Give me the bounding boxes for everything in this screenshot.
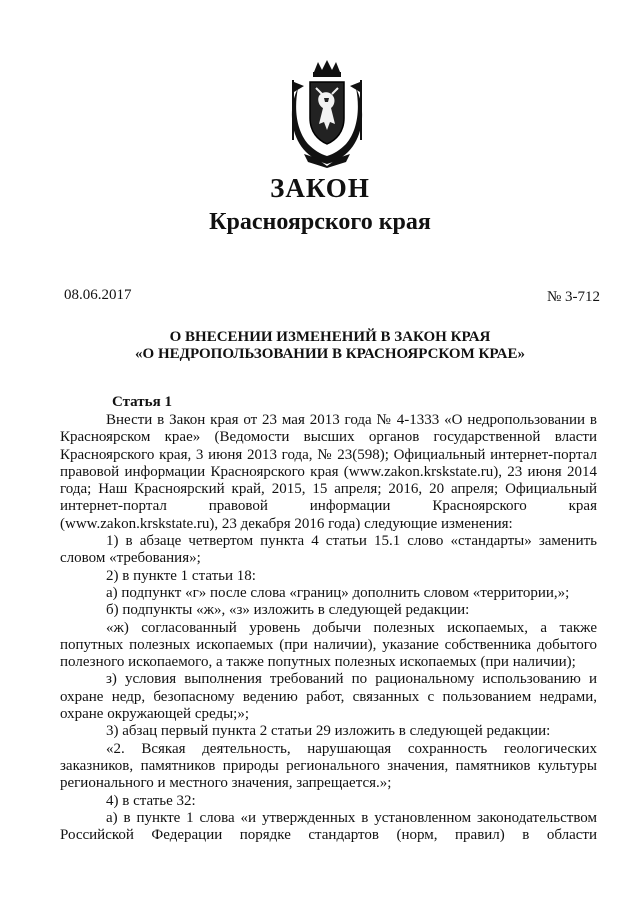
paragraph: «ж) согласованный уровень добычи полезных ископаемых, а также попутных полезных ископаемых (при наличии), указание собственника добытого полезного ископаемого, а также попутных полезных ископаемых (при наличии); (60, 619, 597, 671)
article-body (60, 412, 597, 844)
law-heading-line-2: «О НЕДРОПОЛЬЗОВАНИИ В КРАСНОЯРСКОМ КРАЕ» (135, 346, 525, 362)
paragraph: а) подпункт «г» после слова «границ» дополнить словом «территории,»; (106, 584, 570, 601)
paragraph: 4) в статье 32: (106, 792, 196, 809)
paragraph: 2) в пункте 1 статьи 18: (106, 567, 256, 584)
document-title: ЗАКОН (270, 173, 370, 203)
article-title: Статья 1 (112, 394, 172, 410)
paragraph: з) условия выполнения требований по рациональному использованию и охране недр, безопасному ведению работ, связанных с пользованием недрами, охране окружающей среды;»; (60, 671, 597, 723)
paragraph: 1) в абзаце четвертом пункта 4 статьи 15.1 слово «стандарты» заменить словом «требования»; (60, 533, 597, 567)
law-heading-line-1: О ВНЕСЕНИИ ИЗМЕНЕНИЙ В ЗАКОН КРАЯ (169, 329, 491, 345)
paragraph: 3) абзац первый пункта 2 статьи 29 изложить в следующей редакции: (106, 723, 551, 740)
paragraph: а) в пункте 1 слова «и утвержденных в установленном законодательством Российской Федерации порядке стандартов (норм, правил) в области (60, 809, 597, 844)
coat-of-arms-emblem-icon (286, 58, 368, 168)
paragraph: Внести в Закон края от 23 мая 2013 года № 4-1333 «О недропользовании в Красноярском крае» (Ведомости высших органов государственной власти Красноярского края, 3 июня 2013 года, № 23(598); Официальный интернет-портал правовой информации Красноярского края (www.zakon.krskstate.ru), 23 июня 2014 года; Наш Красноярский край, 2015, 15 апреля; 2016, 20 апреля; Официальный интернет-портал правовой информации Красноярского края (www.zakon.krskstate.ru), 23 декабря 2016 года) следующие изменения: (60, 412, 597, 532)
paragraph: «2. Всякая деятельность, нарушающая сохранность геологических заказников, памятников природы регионального значения, памятников культуры регионального и местного значения, запрещается.»; (60, 740, 597, 792)
document-date: 08.06.2017 (64, 287, 132, 303)
paragraph: б) подпункты «ж», «з» изложить в следующей редакции: (106, 602, 470, 619)
document-number: № 3-712 (546, 289, 600, 305)
document-subtitle: Красноярского края (209, 209, 431, 235)
